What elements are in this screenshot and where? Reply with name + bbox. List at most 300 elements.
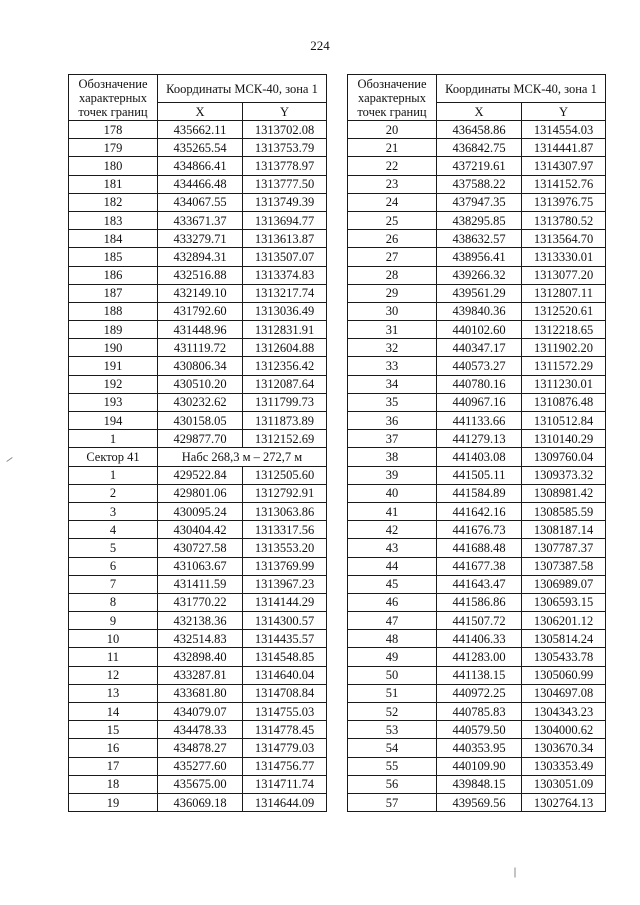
y-coordinate-cell: 1312356.42 xyxy=(243,357,327,375)
x-coordinate-cell: 441642.16 xyxy=(437,502,522,520)
point-number-cell: 43 xyxy=(348,539,437,557)
point-number-cell: 3 xyxy=(69,502,158,520)
point-number-cell: 49 xyxy=(348,648,437,666)
x-coordinate-cell: 440353.95 xyxy=(437,739,522,757)
table-row xyxy=(348,266,606,284)
table-row xyxy=(69,266,327,284)
point-number-cell: 21 xyxy=(348,139,437,157)
table-row xyxy=(69,121,327,139)
x-coordinate-cell: 436069.18 xyxy=(158,793,243,811)
point-number-cell: 22 xyxy=(348,157,437,175)
table-row xyxy=(348,139,606,157)
x-coordinate-cell: 430510.20 xyxy=(158,375,243,393)
point-number-cell: 42 xyxy=(348,521,437,539)
point-number-cell: 188 xyxy=(69,302,158,320)
x-coordinate-cell: 441586.86 xyxy=(437,593,522,611)
x-coordinate-cell: 430404.42 xyxy=(158,521,243,539)
point-number-cell: 29 xyxy=(348,284,437,302)
x-coordinate-cell: 441505.11 xyxy=(437,466,522,484)
point-number-cell: 44 xyxy=(348,557,437,575)
table-row xyxy=(69,703,327,721)
point-label-header-line1: Обозначение xyxy=(357,77,427,91)
point-number-cell: 178 xyxy=(69,121,158,139)
y-coordinate-cell: 1313967.23 xyxy=(243,575,327,593)
y-coordinate-cell: 1303051.09 xyxy=(522,775,606,793)
x-coordinate-cell: 431119.72 xyxy=(158,339,243,357)
y-coordinate-cell: 1310140.29 xyxy=(522,430,606,448)
y-coordinate-cell: 1313780.52 xyxy=(522,211,606,229)
y-coordinate-cell: 1314435.57 xyxy=(243,630,327,648)
point-number-cell: 185 xyxy=(69,248,158,266)
point-number-cell: 181 xyxy=(69,175,158,193)
point-number-cell: 20 xyxy=(348,121,437,139)
table-row xyxy=(348,412,606,430)
table-row xyxy=(69,139,327,157)
y-coordinate-cell: 1313374.83 xyxy=(243,266,327,284)
x-coordinate-cell: 433287.81 xyxy=(158,666,243,684)
table-row xyxy=(348,739,606,757)
table-row xyxy=(348,321,606,339)
point-number-cell: 6 xyxy=(69,557,158,575)
y-coordinate-cell: 1314307.97 xyxy=(522,157,606,175)
x-coordinate-cell: 439561.29 xyxy=(437,284,522,302)
point-number-cell: 47 xyxy=(348,612,437,630)
x-coordinate-cell: 435662.11 xyxy=(158,121,243,139)
point-number-cell: 183 xyxy=(69,211,158,229)
page-number: 224 xyxy=(310,38,330,53)
point-number-cell: 37 xyxy=(348,430,437,448)
x-coordinate-cell: 429522.84 xyxy=(158,466,243,484)
y-coordinate-cell: 1314640.04 xyxy=(243,666,327,684)
point-number-cell: 193 xyxy=(69,393,158,411)
y-coordinate-cell: 1307787.37 xyxy=(522,539,606,557)
table-row xyxy=(69,666,327,684)
x-coordinate-cell: 440102.60 xyxy=(437,321,522,339)
table-row xyxy=(69,793,327,811)
y-coordinate-cell: 1307387.58 xyxy=(522,557,606,575)
point-number-cell: 23 xyxy=(348,175,437,193)
x-coordinate-cell: 436458.86 xyxy=(437,121,522,139)
point-number-cell: 12 xyxy=(69,666,158,684)
coord-system-header: Координаты МСК-40, зона 1 xyxy=(158,75,327,103)
table-row xyxy=(348,630,606,648)
x-coordinate-cell: 434067.55 xyxy=(158,193,243,211)
y-coordinate-cell: 1314644.09 xyxy=(243,793,327,811)
y-coordinate-cell: 1306593.15 xyxy=(522,593,606,611)
y-coordinate-cell: 1312792.91 xyxy=(243,484,327,502)
x-coordinate-cell: 433279.71 xyxy=(158,230,243,248)
x-coordinate-cell: 434466.48 xyxy=(158,175,243,193)
y-coordinate-cell: 1308585.59 xyxy=(522,502,606,520)
x-coordinate-cell: 430095.24 xyxy=(158,502,243,520)
table-row xyxy=(348,612,606,630)
point-number-cell: 186 xyxy=(69,266,158,284)
y-coordinate-cell: 1304000.62 xyxy=(522,721,606,739)
x-coordinate-cell: 437219.61 xyxy=(437,157,522,175)
point-number-cell: 39 xyxy=(348,466,437,484)
y-coordinate-cell: 1313063.86 xyxy=(243,502,327,520)
table-row xyxy=(348,193,606,211)
y-column-header: Y xyxy=(522,103,606,121)
x-coordinate-cell: 431063.67 xyxy=(158,557,243,575)
point-number-cell: 27 xyxy=(348,248,437,266)
x-coordinate-cell: 431792.60 xyxy=(158,302,243,320)
point-number-cell: 190 xyxy=(69,339,158,357)
table-row xyxy=(69,721,327,739)
y-coordinate-cell: 1312505.60 xyxy=(243,466,327,484)
x-coordinate-cell: 439266.32 xyxy=(437,266,522,284)
point-number-cell: 17 xyxy=(69,757,158,775)
x-coordinate-cell: 434878.27 xyxy=(158,739,243,757)
table-row xyxy=(348,248,606,266)
x-coordinate-cell: 432516.88 xyxy=(158,266,243,284)
coordinates-body-right xyxy=(348,121,606,812)
point-number-cell: 180 xyxy=(69,157,158,175)
x-coordinate-cell: 430806.34 xyxy=(158,357,243,375)
point-number-cell: 1 xyxy=(69,466,158,484)
y-coordinate-cell: 1311902.20 xyxy=(522,339,606,357)
x-coordinate-cell: 429801.06 xyxy=(158,484,243,502)
table-row xyxy=(69,157,327,175)
x-coordinate-cell: 441133.66 xyxy=(437,412,522,430)
point-number-cell: 46 xyxy=(348,593,437,611)
table-row xyxy=(69,430,327,448)
table-row xyxy=(69,484,327,502)
point-number-cell: 194 xyxy=(69,412,158,430)
point-label-header-line3: точек границ xyxy=(78,105,148,119)
x-coordinate-cell: 437947.35 xyxy=(437,193,522,211)
point-label-header-line2: характерных xyxy=(358,91,426,105)
point-number-cell: 7 xyxy=(69,575,158,593)
point-number-cell: 15 xyxy=(69,721,158,739)
y-coordinate-cell: 1313317.56 xyxy=(243,521,327,539)
x-coordinate-cell: 432138.36 xyxy=(158,612,243,630)
point-label-header-line1: Обозначение xyxy=(78,77,148,91)
point-number-cell: 28 xyxy=(348,266,437,284)
table-row xyxy=(69,612,327,630)
table-row xyxy=(69,357,327,375)
x-column-header: X xyxy=(437,103,522,121)
y-coordinate-cell: 1312152.69 xyxy=(243,430,327,448)
y-coordinate-cell: 1314144.29 xyxy=(243,593,327,611)
coordinates-table-left xyxy=(68,74,327,812)
table-row xyxy=(69,757,327,775)
point-number-cell: 192 xyxy=(69,375,158,393)
point-number-cell: 36 xyxy=(348,412,437,430)
y-coordinate-cell: 1313507.07 xyxy=(243,248,327,266)
table-row xyxy=(348,793,606,811)
point-number-cell: 38 xyxy=(348,448,437,466)
x-coordinate-cell: 438956.41 xyxy=(437,248,522,266)
point-number-cell: 56 xyxy=(348,775,437,793)
point-number-cell: 189 xyxy=(69,321,158,339)
x-coordinate-cell: 432149.10 xyxy=(158,284,243,302)
x-coordinate-cell: 433671.37 xyxy=(158,211,243,229)
point-number-cell: 51 xyxy=(348,684,437,702)
x-coordinate-cell: 438632.57 xyxy=(437,230,522,248)
x-coordinate-cell: 435277.60 xyxy=(158,757,243,775)
point-number-cell: 16 xyxy=(69,739,158,757)
x-coordinate-cell: 441279.13 xyxy=(437,430,522,448)
y-coordinate-cell: 1314548.85 xyxy=(243,648,327,666)
table-row xyxy=(69,339,327,357)
x-coordinate-cell: 440579.50 xyxy=(437,721,522,739)
table-row xyxy=(348,375,606,393)
y-coordinate-cell: 1305814.24 xyxy=(522,630,606,648)
x-coordinate-cell: 441507.72 xyxy=(437,612,522,630)
point-number-cell: 9 xyxy=(69,612,158,630)
scan-mark xyxy=(6,457,12,462)
table-row xyxy=(69,393,327,411)
y-coordinate-cell: 1313613.87 xyxy=(243,230,327,248)
sector-elevation-note: Набс 268,3 м – 272,7 м xyxy=(158,448,327,466)
point-number-cell: 41 xyxy=(348,502,437,520)
point-number-cell: 26 xyxy=(348,230,437,248)
point-number-cell: 13 xyxy=(69,684,158,702)
x-coordinate-cell: 440972.25 xyxy=(437,684,522,702)
point-number-cell: 52 xyxy=(348,703,437,721)
x-coordinate-cell: 431411.59 xyxy=(158,575,243,593)
y-coordinate-cell: 1314708.84 xyxy=(243,684,327,702)
point-number-cell: 187 xyxy=(69,284,158,302)
x-coordinate-cell: 440785.83 xyxy=(437,703,522,721)
y-coordinate-cell: 1314441.87 xyxy=(522,139,606,157)
y-coordinate-cell: 1302764.13 xyxy=(522,793,606,811)
y-coordinate-cell: 1314554.03 xyxy=(522,121,606,139)
x-coordinate-cell: 441283.00 xyxy=(437,648,522,666)
point-number-cell: 5 xyxy=(69,539,158,557)
x-coordinate-cell: 429877.70 xyxy=(158,430,243,448)
table-row xyxy=(69,502,327,520)
y-coordinate-cell: 1313036.49 xyxy=(243,302,327,320)
x-coordinate-cell: 438295.85 xyxy=(437,211,522,229)
y-coordinate-cell: 1304697.08 xyxy=(522,684,606,702)
coordinates-table-right xyxy=(347,74,606,812)
table-row xyxy=(69,230,327,248)
y-coordinate-cell: 1311230.01 xyxy=(522,375,606,393)
y-coordinate-cell: 1314779.03 xyxy=(243,739,327,757)
coordinates-body-left xyxy=(69,121,327,812)
table-row xyxy=(348,466,606,484)
y-coordinate-cell: 1313777.50 xyxy=(243,175,327,193)
table-row xyxy=(69,321,327,339)
point-number-cell: 11 xyxy=(69,648,158,666)
point-number-cell: 45 xyxy=(348,575,437,593)
y-coordinate-cell: 1311572.29 xyxy=(522,357,606,375)
point-label-header xyxy=(69,75,158,121)
x-coordinate-cell: 439840.36 xyxy=(437,302,522,320)
table-row xyxy=(69,684,327,702)
y-coordinate-cell: 1313077.20 xyxy=(522,266,606,284)
table-row xyxy=(348,521,606,539)
point-number-cell: 182 xyxy=(69,193,158,211)
table-row xyxy=(348,757,606,775)
x-coordinate-cell: 439569.56 xyxy=(437,793,522,811)
x-coordinate-cell: 434478.33 xyxy=(158,721,243,739)
table-row xyxy=(69,521,327,539)
y-coordinate-cell: 1309373.32 xyxy=(522,466,606,484)
table-row xyxy=(69,175,327,193)
table-row xyxy=(348,593,606,611)
y-coordinate-cell: 1304343.23 xyxy=(522,703,606,721)
x-coordinate-cell: 440109.90 xyxy=(437,757,522,775)
y-column-header: Y xyxy=(243,103,327,121)
y-coordinate-cell: 1309760.04 xyxy=(522,448,606,466)
table-row xyxy=(348,357,606,375)
table-row xyxy=(348,175,606,193)
y-coordinate-cell: 1310876.48 xyxy=(522,393,606,411)
y-coordinate-cell: 1308187.14 xyxy=(522,521,606,539)
x-coordinate-cell: 440780.16 xyxy=(437,375,522,393)
point-label-header-line3: точек границ xyxy=(357,105,427,119)
table-row xyxy=(348,721,606,739)
table-row xyxy=(348,448,606,466)
y-coordinate-cell: 1311799.73 xyxy=(243,393,327,411)
y-coordinate-cell: 1314755.03 xyxy=(243,703,327,721)
x-coordinate-cell: 430727.58 xyxy=(158,539,243,557)
x-coordinate-cell: 441643.47 xyxy=(437,575,522,593)
table-row xyxy=(348,502,606,520)
y-coordinate-cell: 1313753.79 xyxy=(243,139,327,157)
y-coordinate-cell: 1313769.99 xyxy=(243,557,327,575)
y-coordinate-cell: 1313749.39 xyxy=(243,193,327,211)
y-coordinate-cell: 1311873.89 xyxy=(243,412,327,430)
table-row xyxy=(69,302,327,320)
x-coordinate-cell: 430232.62 xyxy=(158,393,243,411)
x-coordinate-cell: 432514.83 xyxy=(158,630,243,648)
x-coordinate-cell: 440967.16 xyxy=(437,393,522,411)
point-number-cell: 18 xyxy=(69,775,158,793)
table-row xyxy=(348,484,606,502)
point-number-cell: 35 xyxy=(348,393,437,411)
table-row xyxy=(348,284,606,302)
y-coordinate-cell: 1313330.01 xyxy=(522,248,606,266)
point-number-cell: 14 xyxy=(69,703,158,721)
table-row xyxy=(348,339,606,357)
y-coordinate-cell: 1314756.77 xyxy=(243,757,327,775)
point-number-cell: 24 xyxy=(348,193,437,211)
x-coordinate-cell: 435265.54 xyxy=(158,139,243,157)
table-row xyxy=(69,539,327,557)
point-number-cell: 19 xyxy=(69,793,158,811)
y-coordinate-cell: 1312831.91 xyxy=(243,321,327,339)
x-coordinate-cell: 441406.33 xyxy=(437,630,522,648)
table-row xyxy=(69,775,327,793)
x-coordinate-cell: 431448.96 xyxy=(158,321,243,339)
point-number-cell: 4 xyxy=(69,521,158,539)
point-number-cell: 34 xyxy=(348,375,437,393)
y-coordinate-cell: 1313976.75 xyxy=(522,193,606,211)
y-coordinate-cell: 1306989.07 xyxy=(522,575,606,593)
table-row xyxy=(69,284,327,302)
x-coordinate-cell: 433681.80 xyxy=(158,684,243,702)
table-row xyxy=(69,466,327,484)
point-number-cell: 179 xyxy=(69,139,158,157)
sector-header-row xyxy=(69,448,327,466)
table-row xyxy=(69,630,327,648)
x-coordinate-cell: 430158.05 xyxy=(158,412,243,430)
y-coordinate-cell: 1314300.57 xyxy=(243,612,327,630)
table-row xyxy=(348,211,606,229)
y-coordinate-cell: 1312604.88 xyxy=(243,339,327,357)
x-coordinate-cell: 431770.22 xyxy=(158,593,243,611)
table-row xyxy=(69,593,327,611)
table-row xyxy=(69,739,327,757)
table-row xyxy=(69,193,327,211)
table-row xyxy=(348,539,606,557)
point-number-cell: 31 xyxy=(348,321,437,339)
x-coordinate-cell: 439848.15 xyxy=(437,775,522,793)
point-number-cell: 191 xyxy=(69,357,158,375)
x-coordinate-cell: 437588.22 xyxy=(437,175,522,193)
y-coordinate-cell: 1312520.61 xyxy=(522,302,606,320)
point-number-cell: 10 xyxy=(69,630,158,648)
y-coordinate-cell: 1313564.70 xyxy=(522,230,606,248)
table-row xyxy=(348,557,606,575)
point-number-cell: 57 xyxy=(348,793,437,811)
y-coordinate-cell: 1312218.65 xyxy=(522,321,606,339)
point-number-cell: 48 xyxy=(348,630,437,648)
y-coordinate-cell: 1314711.74 xyxy=(243,775,327,793)
x-coordinate-cell: 432894.31 xyxy=(158,248,243,266)
x-coordinate-cell: 441677.38 xyxy=(437,557,522,575)
table-row xyxy=(69,557,327,575)
table-row xyxy=(348,684,606,702)
table-row xyxy=(348,575,606,593)
table-row xyxy=(69,211,327,229)
y-coordinate-cell: 1313217.74 xyxy=(243,284,327,302)
x-coordinate-cell: 441584.89 xyxy=(437,484,522,502)
table-row xyxy=(348,121,606,139)
x-coordinate-cell: 435675.00 xyxy=(158,775,243,793)
table-row xyxy=(348,703,606,721)
point-number-cell: 2 xyxy=(69,484,158,502)
y-coordinate-cell: 1313702.08 xyxy=(243,121,327,139)
table-row xyxy=(348,430,606,448)
point-number-cell: 33 xyxy=(348,357,437,375)
y-coordinate-cell: 1305433.78 xyxy=(522,648,606,666)
table-row xyxy=(69,412,327,430)
point-number-cell: 25 xyxy=(348,211,437,229)
table-row xyxy=(69,575,327,593)
x-coordinate-cell: 440347.17 xyxy=(437,339,522,357)
table-row xyxy=(348,393,606,411)
table-row xyxy=(348,157,606,175)
point-number-cell: 54 xyxy=(348,739,437,757)
table-row xyxy=(69,248,327,266)
table-row xyxy=(348,666,606,684)
y-coordinate-cell: 1306201.12 xyxy=(522,612,606,630)
table-row xyxy=(348,302,606,320)
y-coordinate-cell: 1303670.34 xyxy=(522,739,606,757)
x-column-header: X xyxy=(158,103,243,121)
y-coordinate-cell: 1313553.20 xyxy=(243,539,327,557)
x-coordinate-cell: 441676.73 xyxy=(437,521,522,539)
point-number-cell: 8 xyxy=(69,593,158,611)
point-number-cell: 55 xyxy=(348,757,437,775)
y-coordinate-cell: 1308981.42 xyxy=(522,484,606,502)
table-row xyxy=(69,648,327,666)
scan-mark xyxy=(515,868,516,878)
point-number-cell: 30 xyxy=(348,302,437,320)
y-coordinate-cell: 1310512.84 xyxy=(522,412,606,430)
point-number-cell: 40 xyxy=(348,484,437,502)
point-number-cell: 50 xyxy=(348,666,437,684)
point-number-cell: 32 xyxy=(348,339,437,357)
x-coordinate-cell: 441403.08 xyxy=(437,448,522,466)
x-coordinate-cell: 441138.15 xyxy=(437,666,522,684)
x-coordinate-cell: 436842.75 xyxy=(437,139,522,157)
